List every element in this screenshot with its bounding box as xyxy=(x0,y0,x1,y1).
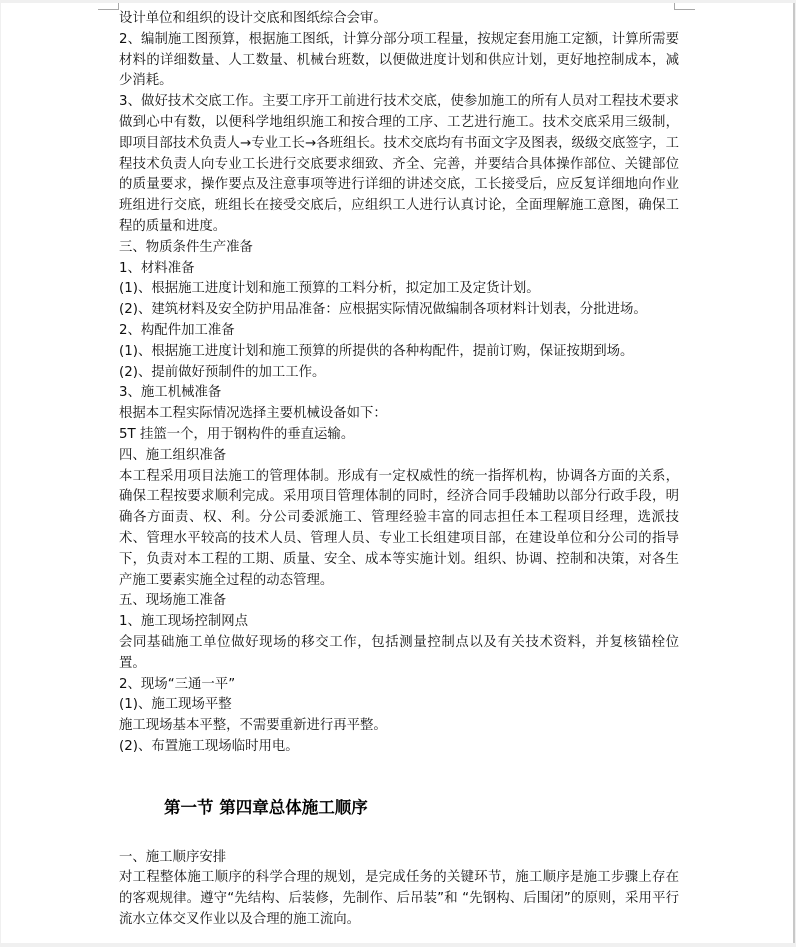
paragraph: 设计单位和组织的设计交底和图纸综合会审。 xyxy=(119,11,387,26)
paragraph: 3、做好技术交底工作。主要工序开工前进行技术交底，使参加施工的所有人员对工程技术要求做到心中有数，以便科学地组织施工和按合理的工序、工艺进行施工。技术交底采用三级制，即项目部技术负责人→专业工长→各班组长。技术交底均有书面文字及图表，级级交底签字，工程技术负责人向专业工长进行交底要求细致、齐全、完善，并要结合具体操作部位、关键部位的质量要求，操作要点及注意事项等进行详细的讲述交底，工长接受后，应反复详细地向作业班组进行交底，班组长在接受交底后，应组织工人进行认真讨论，全面理解施工意图，确保工程的质量和进度。 xyxy=(119,94,679,234)
subsection-title: 2、构配件加工准备 xyxy=(119,322,235,338)
paragraph: 2、编制施工图预算，根据施工图纸，计算分部分项工程量，按规定套用施工定额，计算所需要材料的详细数量、人工数量、机械台班数，以便做进度计划和供应计划，更好地控制成本，减少消耗。 xyxy=(119,31,679,89)
section-title: 一、施工顺序安排 xyxy=(119,849,227,865)
document-page xyxy=(1,3,795,943)
section-title: 四、施工组织准备 xyxy=(119,447,227,463)
spacer xyxy=(119,758,679,796)
section-title: 五、现场施工准备 xyxy=(119,593,227,609)
list-item: (2)、提前做好预制件的加工工作。 xyxy=(119,364,326,380)
list-item: (2)、布置施工现场临时用电。 xyxy=(119,738,299,754)
subsection-title: 2、现场“三通一平” xyxy=(119,676,236,692)
subsection-title: 1、施工现场控制网点 xyxy=(119,614,249,630)
paragraph: 施工现场基本平整，不需要重新进行再平整。 xyxy=(119,718,387,734)
chapter-heading: 第一节 第四章总体施工顺序 xyxy=(164,797,368,817)
subsection-title: 1、材料准备 xyxy=(119,260,195,276)
paragraph: 5T 挂篮一个，用于钢构件的垂直运输。 xyxy=(119,426,355,442)
subsection-title: 3、施工机械准备 xyxy=(119,385,222,401)
list-item: (1)、根据施工进度计划和施工预算的工料分析，拟定加工及定货计划。 xyxy=(119,281,540,297)
list-item: (2)、建筑材料及安全防护用品准备：应根据实际情况做编制各项材料计划表，分批进场。 xyxy=(119,302,647,318)
paragraph: 对工程整体施工顺序的科学合理的规划，是完成任务的关键环节，施工顺序是施工步骤上存在的客观规律。遵守“先结构、后装修，先制作、后吊装”和 “先钢构、后围闭”的原则，采用平行流水立体交叉作业以及合理的施工流向。 xyxy=(119,870,679,928)
paragraph: 会同基础施工单位做好现场的移交工作，包括测量控制点以及有关技术资料，并复核锚栓位置。 xyxy=(119,634,679,671)
paragraph: 根据本工程实际情况选择主要机械设备如下： xyxy=(119,406,387,422)
list-item: (1)、施工现场平整 xyxy=(119,697,232,713)
document-body[interactable] xyxy=(119,9,679,931)
paragraph: 本工程采用项目法施工的管理体制。形成有一定权威性的统一指挥机构，协调各方面的关系，确保工程按要求顺利完成。采用项目管理体制的同时，经济合同手段辅助以部分行政手段，明确各方面责、权、利。分公司委派施工、管理经验丰富的同志担任本工程项目经理，选派技术、管理水平较高的技术人员、管理人员、专业工长组建项目部，在建设单位和分公司的指导下，负责对本工程的工期、质量、安全、成本等实施计划。组织、协调、控制和决策，对各生产施工要素实施全过程的动态管理。 xyxy=(119,468,679,588)
margin-corner-mark-top-left xyxy=(98,3,119,10)
list-item: (1)、根据施工进度计划和施工预算的所提供的各种构配件，提前订购，保证按期到场。 xyxy=(119,343,634,359)
section-title: 三、物质条件生产准备 xyxy=(119,239,253,255)
spacer xyxy=(119,820,679,848)
